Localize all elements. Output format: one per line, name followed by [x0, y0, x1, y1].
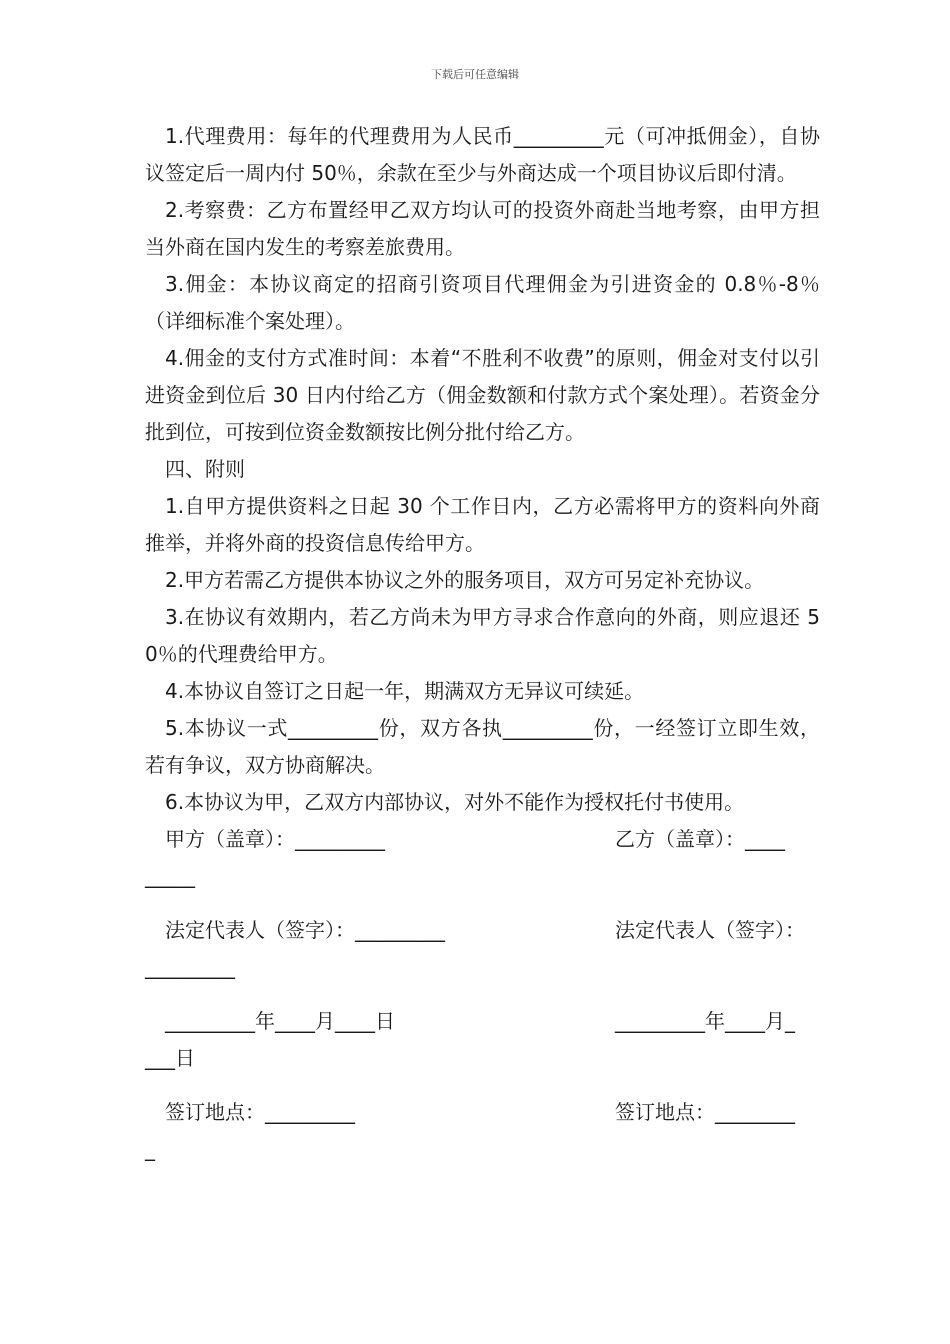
signature-date-block	[145, 1003, 820, 1077]
party-b-place-continued: _	[145, 1137, 155, 1161]
clause-commission-payment: 4.佣金的支付方式准时间：本着“不胜利不收费”的原则，佣金对支付以引进资金到位后 30 日内付给乙方（佣金数额和付款方式个案处理）。若资金分批到位，可按到位资金数额按比例分批付给乙方。	[145, 346, 820, 444]
appendix-item-3: 3.在协议有效期内，若乙方尚未为甲方寻求合作意向的外商，则应退还 50％的代理费给甲方。	[145, 605, 820, 666]
appendix-item-2: 2.甲方若需乙方提供本协议之外的服务项目，双方可另定补充协议。	[165, 568, 765, 592]
clause-inspection-fee: 2.考察费：乙方布置经甲乙双方均认可的投资外商赴当地考察，由甲方担当外商在国内发生的考察差旅费用。	[145, 198, 820, 259]
signature-place-block	[145, 1094, 820, 1168]
signature-rep-block	[145, 912, 820, 986]
party-b-place: 签订地点：________	[615, 1100, 795, 1124]
party-a-seal: 甲方（盖章）：_________	[165, 827, 385, 851]
appendix-item-1: 1.自甲方提供资料之日起 30 个工作日内，乙方必需将甲方的资料向外商推举，并将外商的投资信息传给甲方。	[145, 494, 820, 555]
signature-seal-block	[145, 821, 820, 895]
party-a-representative: 法定代表人（签字）：_________	[165, 918, 445, 942]
appendix-item-6: 6.本协议为甲，乙双方内部协议，对外不能作为授权托付书使用。	[165, 790, 745, 814]
party-b-seal-continued: _____	[145, 864, 195, 888]
appendix-item-5: 5.本协议一式_________份，双方各执_________份，一经签订立即生效，若有争议，双方协商解决。	[145, 716, 820, 777]
party-a-date: _________年____月____日	[165, 1009, 395, 1033]
party-b-representative-continued: _________	[145, 955, 235, 979]
party-b-date: _________年____月_	[615, 1009, 795, 1033]
party-b-date-continued: ___日	[145, 1046, 195, 1070]
appendix-item-4: 4.本协议自签订之日起一年，期满双方无异议可续延。	[165, 679, 645, 703]
party-b-seal: 乙方（盖章）：____	[615, 827, 785, 851]
section-heading-appendix: 四、附则	[165, 457, 245, 481]
clause-commission: 3.佣金：本协议商定的招商引资项目代理佣金为引进资金的 0.8％-8％（详细标准个案处理）。	[145, 272, 820, 333]
party-a-place: 签订地点：_________	[165, 1100, 355, 1124]
party-b-representative: 法定代表人（签字）：	[615, 918, 805, 942]
page-header: 下载后可任意编辑	[431, 68, 519, 81]
document-body	[145, 118, 820, 1168]
clause-agency-fee: 1.代理费用：每年的代理费用为人民币_________元（可冲抵佣金），自协议签定后一周内付 50％，余款在至少与外商达成一个项目协议后即付清。	[145, 124, 820, 185]
